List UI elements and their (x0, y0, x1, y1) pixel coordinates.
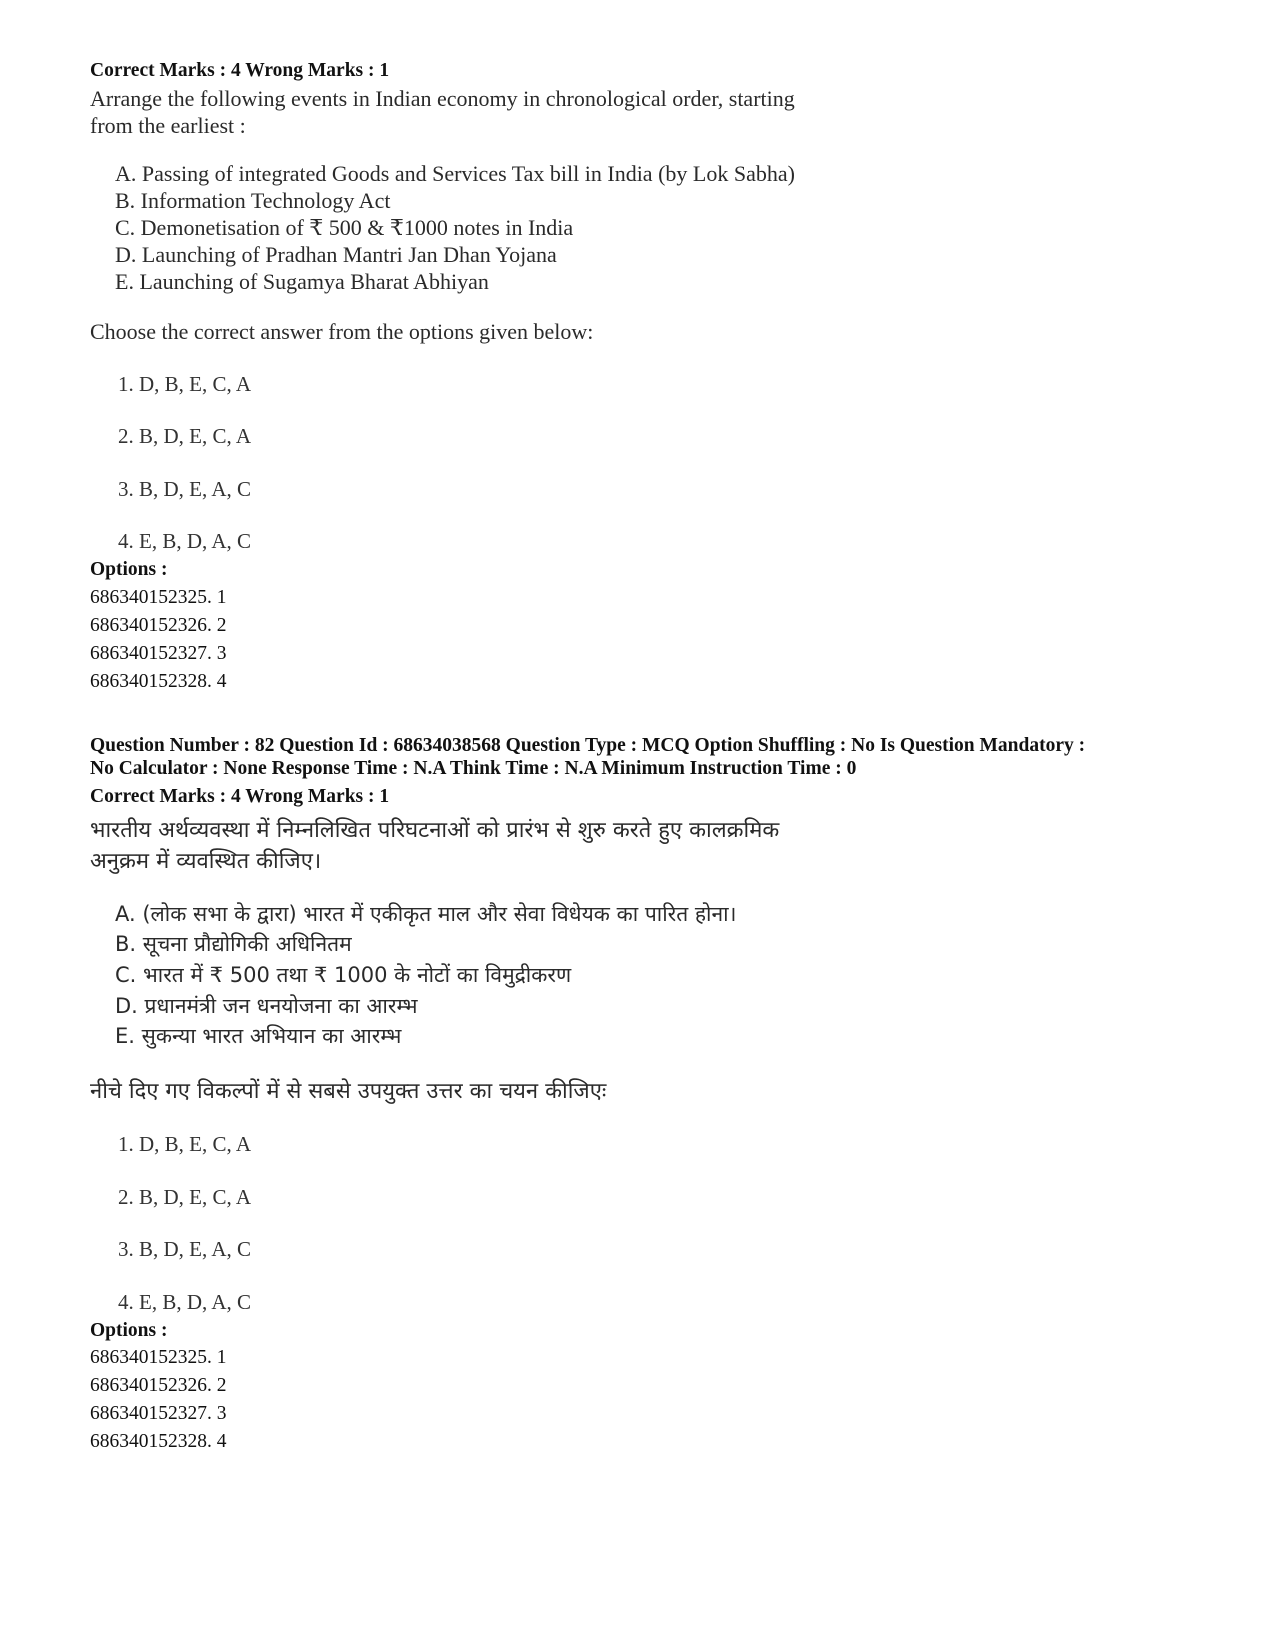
q1-option-4: 686340152328. 4 (90, 671, 227, 692)
q1-choice-2: 2. B, D, E, C, A (118, 424, 252, 448)
q2-header-line-1: Question Number : 82 Question Id : 68634038568 Question Type : MCQ Option Shuffling : No Is Question Mandatory : (90, 735, 1086, 756)
q1-option-2: 686340152326. 2 (90, 615, 227, 636)
q2-stem-line-2: अनुक्रम में व्यवस्थित कीजिए। (90, 849, 322, 874)
q2-options-label: Options : (90, 1320, 168, 1341)
q1-item-b: B. Information Technology Act (115, 188, 391, 213)
q1-item-d: D. Launching of Pradhan Mantri Jan Dhan Yojana (115, 242, 557, 267)
q2-choice-2: 2. B, D, E, C, A (118, 1185, 252, 1209)
q1-item-e: E. Launching of Sugamya Bharat Abhiyan (115, 269, 489, 294)
q2-option-1: 686340152325. 1 (90, 1347, 227, 1368)
q1-item-a: A. Passing of integrated Goods and Services Tax bill in India (by Lok Sabha) (115, 161, 795, 186)
q1-marks: Correct Marks : 4 Wrong Marks : 1 (90, 60, 390, 81)
q2-item-e: E. सुकन्या भारत अभियान का आरम्भ (115, 1024, 402, 1048)
q2-item-a: A. (लोक सभा के द्वारा) भारत में एकीकृत माल और सेवा विधेयक का पारित होना। (115, 902, 737, 926)
q2-option-2: 686340152326. 2 (90, 1375, 227, 1396)
q2-marks: Correct Marks : 4 Wrong Marks : 1 (90, 786, 390, 807)
q2-header-line-2: No Calculator : None Response Time : N.A Think Time : N.A Minimum Instruction Time : 0 (90, 758, 857, 779)
q2-option-3: 686340152327. 3 (90, 1403, 227, 1424)
q2-item-d: D. प्रधानमंत्री जन धनयोजना का आरम्भ (115, 994, 418, 1018)
q1-options-label: Options : (90, 559, 168, 580)
q1-stem-line-1: Arrange the following events in Indian economy in chronological order, starting (90, 86, 795, 111)
q1-prompt: Choose the correct answer from the options given below: (90, 319, 594, 344)
q2-choice-1: 1. D, B, E, C, A (118, 1132, 252, 1156)
q2-choice-3: 3. B, D, E, A, C (118, 1237, 252, 1261)
q1-choice-4: 4. E, B, D, A, C (118, 529, 252, 553)
q2-stem-line-1: भारतीय अर्थव्यवस्था में निम्नलिखित परिघटनाओं को प्रारंभ से शुरु करते हुए कालक्रमिक (90, 818, 780, 843)
q2-item-c: C. भारत में ₹ 500 तथा ₹ 1000 के नोटों का विमुद्रीकरण (115, 963, 572, 987)
q2-choice-4: 4. E, B, D, A, C (118, 1290, 252, 1314)
q2-item-b: B. सूचना प्रौद्योगिकी अधिनितम (115, 932, 352, 956)
q1-item-c: C. Demonetisation of ₹ 500 & ₹1000 notes in India (115, 215, 574, 240)
q1-option-1: 686340152325. 1 (90, 587, 227, 608)
q1-option-3: 686340152327. 3 (90, 643, 227, 664)
q2-prompt: नीचे दिए गए विकल्पों में से सबसे उपयुक्त उत्तर का चयन कीजिएः (90, 1079, 607, 1104)
q1-choice-3: 3. B, D, E, A, C (118, 477, 252, 501)
q1-choice-1: 1. D, B, E, C, A (118, 372, 252, 396)
q1-stem-line-2: from the earliest : (90, 113, 246, 138)
q2-option-4: 686340152328. 4 (90, 1431, 227, 1452)
